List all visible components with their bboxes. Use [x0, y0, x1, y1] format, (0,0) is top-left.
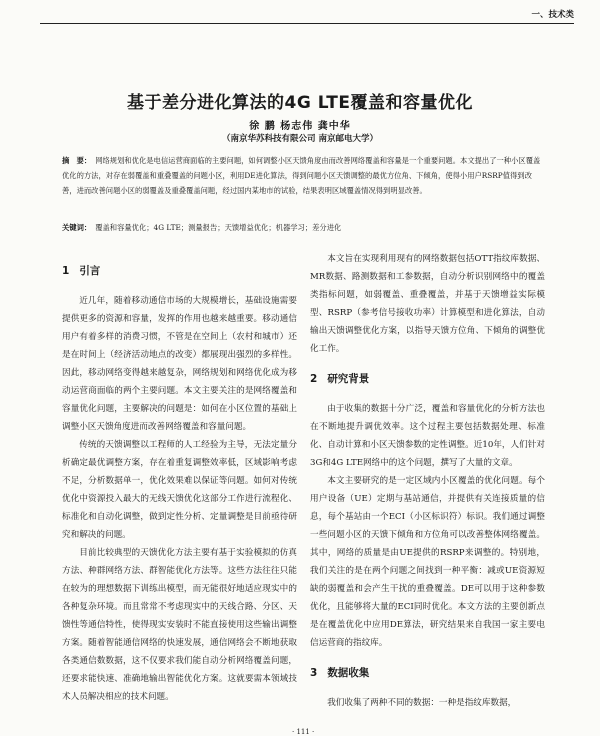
section-title: 引言 — [79, 265, 101, 277]
section-title: 研究背景 — [327, 373, 370, 385]
header-rule — [40, 23, 574, 24]
right-column — [310, 250, 545, 712]
keywords-text: 覆盖和容量优化；4G LTE；测量报告；天馈增益优化；机器学习；差分进化 — [95, 223, 342, 232]
paragraph: 本文主要研究的是一定区域内小区覆盖的优化问题。每个用户设备（UE）定期与基站通信，并提供有关连接质量的信息，每个基站由一个ECI（小区标识符）标识。我们通过调整一些问题小区的天馈下倾角和方位角可以改善整体网络覆盖。其中，网络的质量是由UE提供的RSRP来调整的。特别地，我们关注的是在两个问题之间找到一种平衡：减或UE资源短缺的弱覆盖和会产生干扰的重叠覆盖。DE可以用于这种参数优化，且能够将大量的ECI同时优化。本文方法的主要创新点是在覆盖优化中应用DE算法，研究结果来自我国一家主要电信运营商的指纹库。 — [310, 476, 545, 648]
abstract-text: 网络规划和优化是电信运营商面临的主要问题，如何调整小区天馈角度由而改善网络覆盖和容量是一个重要问题。本文提出了一种小区覆盖优化的方法，对存在弱覆盖和重叠覆盖的问题小区，利用DE进化算法，得到问题小区天馈调整的最优方位角、下倾角，使得小用户RSRP值得到改善，进而改善问题小区的弱覆盖及重叠覆盖问题，经过国内某地市的试验，结果表明区域覆盖情况得到明显改善。 — [62, 156, 541, 196]
paragraph: 我们收集了两种不同的数据：一种是指纹库数据， — [327, 698, 517, 708]
page-number: · 111 · — [292, 728, 315, 736]
author-list: 徐 鹏 杨志伟 龚中华 — [249, 121, 351, 132]
abstract — [62, 153, 544, 199]
running-header: 一、技术类 — [531, 10, 574, 20]
paragraph: 由于收集的数据十分广泛，覆盖和容量优化的分析方法也在不断地提升调优效率。这个过程主要包括数据处理、标准化、自动计算和小区天馈参数的定性调整。近10年，人们针对3G和4G LTE网络中的这个问题，撰写了大量的文章。 — [310, 404, 545, 468]
paper-title: 基于差分进化算法的4G LTE覆盖和容量优化 — [127, 93, 473, 113]
section-heading — [310, 664, 545, 682]
section-heading — [310, 370, 545, 388]
section-number: 1 — [62, 265, 70, 277]
keywords — [62, 221, 544, 235]
paragraph: 目前比较典型的天馈优化方法主要有基于实验模拟的仿真方法、种群网络方法、群智能优化方法等。这些方法往往只能在较为的理想数据下训练出模型，而无能很好地适应现实中的各种复杂环境。而且常常不考虑现实中的天线合路、分区、天馈性等通信特性，使得现实安装时不能直接使用这些输出调整方案。随着智能通信网络的快速发展，通信网络会不断地获取各类通信数数据，这不仅要求我们能自动分析网络覆盖问题，还要求能快速、准确地输出智能优化方案。这就要需本领域技术人员解决相应的技术问题。 — [62, 548, 297, 702]
paragraph: 近几年，随着移动通信市场的大规模增长，基础设施需要提供更多的资源和容量，发挥的作用也越来越重要。移动通信用户有着多样的消费习惯，不管是在空间上（农村和城市）还是在时间上（经济活动地点的改变）都展现出强烈的多样性。因此，移动网络变得越来越复杂，网络规划和网络优化成为移动运营商面临的两个主要问题。本文主要关注的是网络覆盖和容量优化问题，主要解决的问题是：如何在小区位置的基础上调整小区天馈角度进而改善网络覆盖和容量问题。 — [62, 296, 297, 432]
affiliation: （南京华苏科技有限公司 南京邮电大学） — [222, 134, 378, 144]
abstract-label: 摘 要： — [62, 156, 92, 165]
paragraph: 传统的天馈调整以工程师的人工经验为主导，无法定量分析确定最优调整方案，存在着重复调整效率低，区域影响考虑不足，分析数据单一，优化效果难以保证等问题。如何对传统优化中资源投入最大的无线天馈优化这部分工作进行流程化、标准化和自动化调整，做到定性分析、定量调整是目前亟待研究和解决的问题。 — [62, 440, 297, 540]
section-number: 3 — [310, 667, 318, 679]
section-title: 数据收集 — [327, 667, 370, 679]
section-number: 2 — [310, 373, 318, 385]
section-heading — [62, 262, 297, 280]
left-column — [62, 250, 297, 706]
keywords-label: 关键词： — [62, 223, 92, 232]
paragraph: 本文旨在实现利用现有的网络数据包括OTT指纹库数据、MR数据、路测数据和工参数据，自动分析识别网络中的覆盖类指标问题，如弱覆盖、重叠覆盖，并基于天馈增益实际模型、RSRP（参考信号接收功率）计算模型和进化算法，自动输出天馈调整优化方案，以指导天馈方位角、下倾角的调整优化工作。 — [310, 254, 545, 354]
